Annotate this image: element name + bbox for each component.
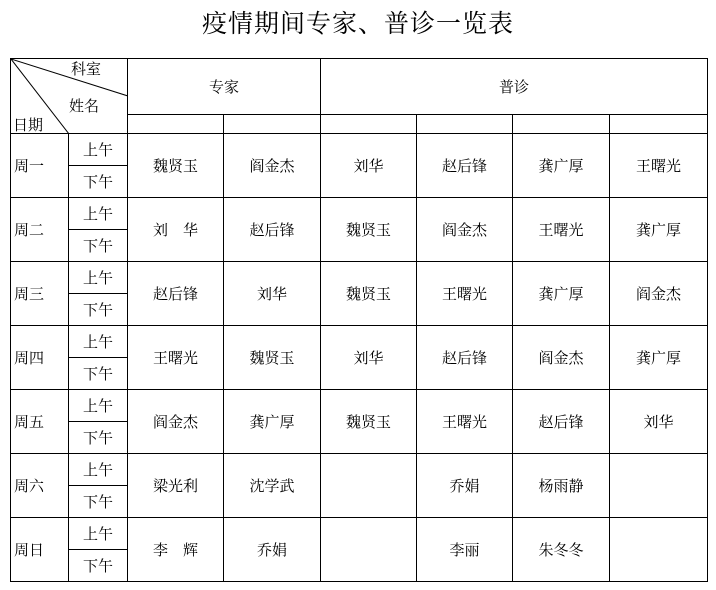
day-cell: 周六 [11, 454, 69, 518]
doctor-cell: 梁光利 [128, 454, 224, 518]
subheader-cell [513, 115, 610, 134]
table-row [11, 326, 708, 358]
doctor-cell: 魏贤玉 [224, 326, 321, 390]
doctor-cell: 刘华 [610, 390, 708, 454]
afternoon-label: 下午 [69, 486, 128, 518]
doctor-cell: 龚广厚 [610, 326, 708, 390]
doctor-cell: 乔娟 [224, 518, 321, 582]
doctor-cell: 王曙光 [417, 262, 513, 326]
afternoon-label: 下午 [69, 230, 128, 262]
day-cell: 周一 [11, 134, 69, 198]
morning-label: 上午 [69, 518, 128, 550]
doctor-cell: 沈学武 [224, 454, 321, 518]
doctor-cell: 王曙光 [513, 198, 610, 262]
doctor-cell: 魏贤玉 [321, 198, 417, 262]
subheader-cell [128, 115, 224, 134]
general-header: 普诊 [321, 59, 708, 115]
schedule-table [10, 58, 708, 582]
doctor-cell: 朱冬冬 [513, 518, 610, 582]
doctor-cell: 阎金杰 [224, 134, 321, 198]
subheader-cell [417, 115, 513, 134]
subheader-cell [610, 115, 708, 134]
morning-label: 上午 [69, 454, 128, 486]
day-cell: 周五 [11, 390, 69, 454]
doctor-cell: 王曙光 [610, 134, 708, 198]
doctor-cell: 魏贤玉 [321, 262, 417, 326]
day-cell: 周日 [11, 518, 69, 582]
doctor-cell: 刘华 [224, 262, 321, 326]
doctor-cell: 魏贤玉 [321, 390, 417, 454]
doctor-cell: 赵后锋 [417, 326, 513, 390]
doctor-cell: 龚广厚 [513, 262, 610, 326]
doctor-cell: 龚广厚 [224, 390, 321, 454]
day-cell: 周四 [11, 326, 69, 390]
morning-label: 上午 [69, 390, 128, 422]
morning-label: 上午 [69, 262, 128, 294]
table-row [11, 262, 708, 294]
doctor-cell: 刘 华 [128, 198, 224, 262]
doctor-cell: 杨雨静 [513, 454, 610, 518]
doctor-cell: 龚广厚 [610, 198, 708, 262]
page-title: 疫情期间专家、普诊一览表 [201, 9, 514, 38]
doctor-cell: 阎金杰 [610, 262, 708, 326]
doctor-cell: 阎金杰 [128, 390, 224, 454]
table-row [11, 198, 708, 230]
doctor-cell: 赵后锋 [417, 134, 513, 198]
doctor-cell: 刘华 [321, 134, 417, 198]
doctor-cell: 赵后锋 [224, 198, 321, 262]
morning-label: 上午 [69, 326, 128, 358]
subheader-cell [224, 115, 321, 134]
doctor-cell [321, 518, 417, 582]
morning-label: 上午 [69, 198, 128, 230]
subheader-cell [321, 115, 417, 134]
doctor-cell: 魏贤玉 [128, 134, 224, 198]
table-row [11, 454, 708, 486]
corner-name-label: 姓名 [69, 97, 100, 115]
table-row [11, 390, 708, 422]
doctor-cell [610, 518, 708, 582]
table-row [11, 518, 708, 550]
table-row [11, 134, 708, 166]
doctor-cell: 赵后锋 [128, 262, 224, 326]
doctor-cell: 阎金杰 [417, 198, 513, 262]
doctor-cell [610, 454, 708, 518]
afternoon-label: 下午 [69, 358, 128, 390]
afternoon-label: 下午 [69, 294, 128, 326]
day-cell: 周三 [11, 262, 69, 326]
doctor-cell: 龚广厚 [513, 134, 610, 198]
afternoon-label: 下午 [69, 166, 128, 198]
doctor-cell: 赵后锋 [513, 390, 610, 454]
doctor-cell: 王曙光 [128, 326, 224, 390]
doctor-cell: 刘华 [321, 326, 417, 390]
doctor-cell: 乔娟 [417, 454, 513, 518]
doctor-cell: 阎金杰 [513, 326, 610, 390]
corner-date-label: 日期 [13, 116, 44, 134]
corner-header-cell [11, 59, 128, 134]
corner-dept-label: 科室 [71, 60, 102, 78]
doctor-cell: 李丽 [417, 518, 513, 582]
doctor-cell: 李 辉 [128, 518, 224, 582]
morning-label: 上午 [69, 134, 128, 166]
day-cell: 周二 [11, 198, 69, 262]
doctor-cell: 王曙光 [417, 390, 513, 454]
doctor-cell [321, 454, 417, 518]
expert-header: 专家 [128, 59, 321, 115]
afternoon-label: 下午 [69, 422, 128, 454]
afternoon-label: 下午 [69, 550, 128, 582]
